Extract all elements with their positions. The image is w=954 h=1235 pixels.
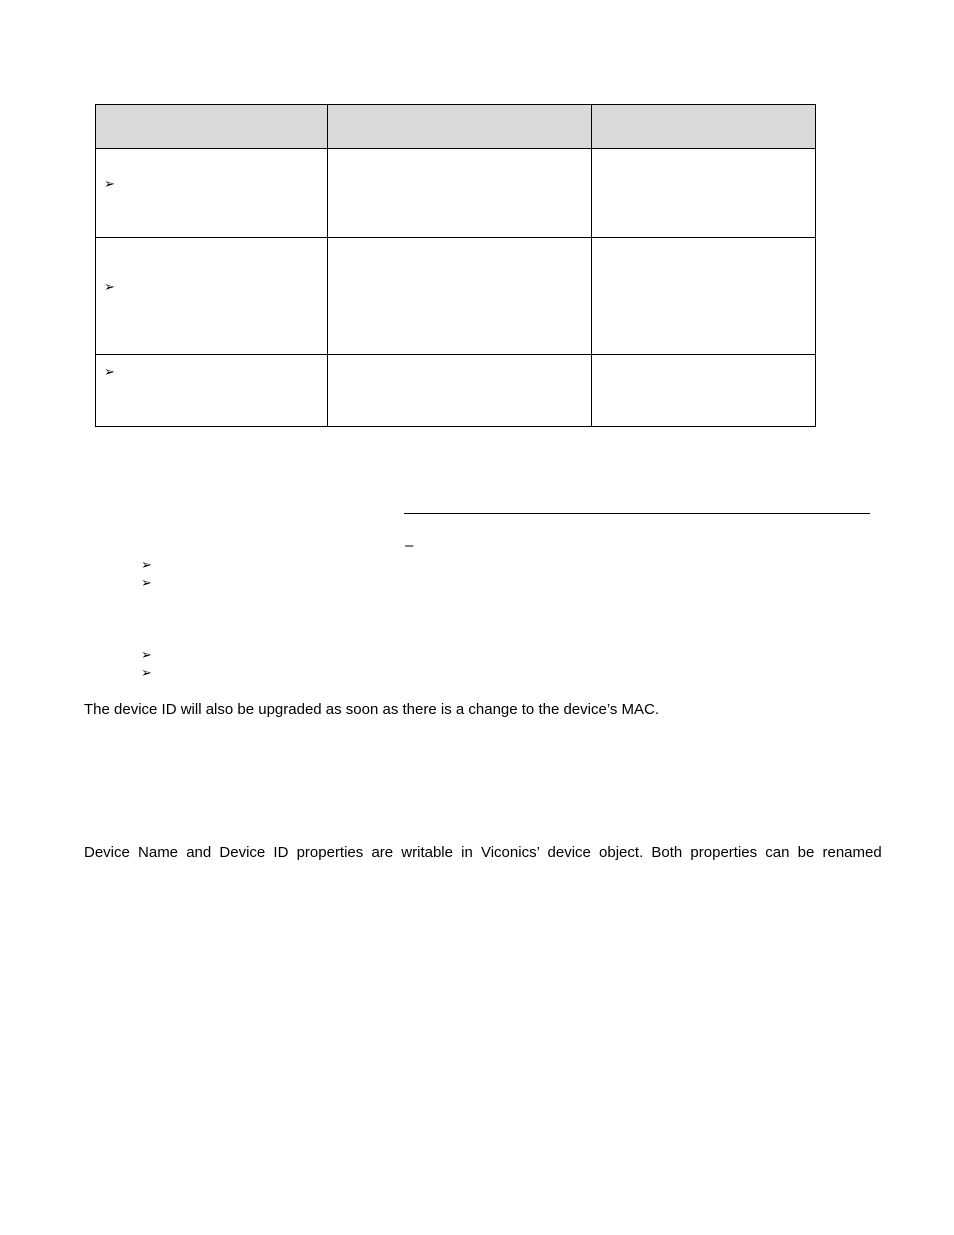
table-row xyxy=(96,355,816,427)
table-row xyxy=(96,149,816,238)
arrow-bullet-icon: ➢ xyxy=(104,364,115,379)
arrow-bullet-icon: ➢ xyxy=(141,647,152,662)
table-row xyxy=(96,238,816,355)
arrow-bullet-icon: ➢ xyxy=(104,279,115,294)
table-cell xyxy=(327,149,592,238)
signature-underline xyxy=(404,513,870,514)
table-header-cell xyxy=(96,105,328,149)
table-header-cell xyxy=(592,105,816,149)
table-cell xyxy=(592,355,816,427)
table-header-row xyxy=(96,105,816,149)
writable-properties-paragraph: Device Name and Device ID properties are writable in Viconics’ device object. Both properties can be renamed xyxy=(84,844,882,861)
table-cell xyxy=(96,355,328,427)
table-cell xyxy=(592,238,816,355)
table-cell xyxy=(96,238,328,355)
table-cell xyxy=(592,149,816,238)
dash-mark: – xyxy=(405,537,414,554)
arrow-bullet-icon: ➢ xyxy=(141,665,152,680)
arrow-bullet-icon: ➢ xyxy=(141,575,152,590)
table-cell xyxy=(327,238,592,355)
table-cell xyxy=(327,355,592,427)
table-cell xyxy=(96,149,328,238)
mac-note-paragraph: The device ID will also be upgraded as soon as there is a change to the device’s MAC. xyxy=(84,701,660,718)
arrow-bullet-icon: ➢ xyxy=(141,557,152,572)
table-header-cell xyxy=(327,105,592,149)
arrow-bullet-icon: ➢ xyxy=(104,176,115,191)
properties-table xyxy=(95,104,816,427)
